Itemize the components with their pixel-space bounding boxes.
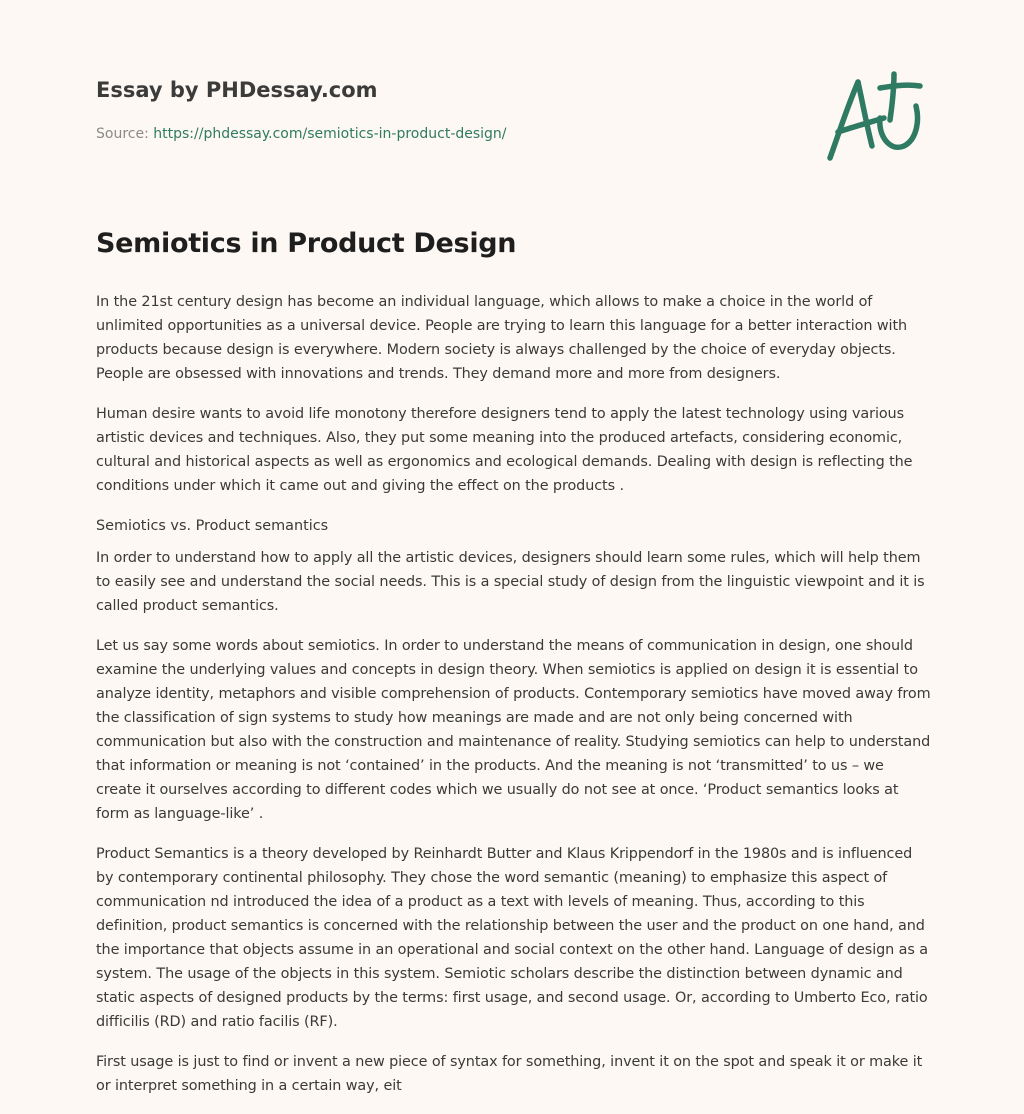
section-subheading: Semiotics vs. Product semantics [96,518,329,534]
paragraph: Product Semantics is a theory developed by Reinhardt Butter and Klaus Krippendorf in the 1980s and is influenced by contemporary continental philosophy. They chose the word semantic (meaning) to emphasize this aspect of communication nd introduced the idea of a product as a text with levels of meaning. Thus, according to this definition, product semantics is concerned with the relationship between the user and the product on one hand, and the importance that objects assume in an operational and social context on the other hand. Language of design as a system. The usage of the objects in this system. Semiotic scholars describe the distinction between dynamic and static aspects of designed products by the terms: first usage, and second usage. Or, according to Umberto Eco, ratio difficilis (RD) and ratio facilis (RF). [96,846,928,1030]
a-plus-grade-icon [820,66,930,166]
source-label: Source: [96,126,149,142]
page-header [96,74,796,144]
article [96,224,932,1114]
source-line [96,124,796,144]
paragraph: Human desire wants to avoid life monotony therefore designers tend to apply the latest technology using various artistic devices and techniques. Also, they put some meaning into the produced artefacts, considering economic, cultural and historical aspects as well as ergonomics and ecological demands. Dealing with design is reflecting the conditions under which it came out and giving the effect on the products . [96,406,913,494]
paragraph: In the 21st century design has become an individual language, which allows to make a choice in the world of unlimited opportunities as a universal device. People are trying to learn this language for a better interaction with products because design is everywhere. Modern society is always challenged by the choice of everyday objects. People are obsessed with innovations and trends. They demand more and more from designers. [96,294,908,382]
paragraph: Let us say some words about semiotics. In order to understand the means of communication in design, one should examine the underlying values and concepts in design theory. When semiotics is applied on design it is essential to analyze identity, metaphors and visible comprehension of products. Contemporary semiotics have moved away from the classification of sign systems to study how meanings are made and are not only being concerned with communication but also with the construction and maintenance of reality. Studying semiotics can help to understand that information or meaning is not ‘contained’ in the products. And the meaning is not ‘transmitted’ to us – we create it ourselves according to different codes which we usually do not see at once. ‘Product semantics looks at form as language-like’ . [96,638,931,822]
paragraph: First usage is just to find or invent a new piece of syntax for something, invent it on the spot and speak it or make it or interpret something in a certain way, eit [96,1054,923,1094]
article-title: Semiotics in Product Design [96,228,517,259]
source-link[interactable]: https://phdessay.com/semiotics-in-product-design/ [153,126,507,142]
paragraph: In order to understand how to apply all the artistic devices, designers should learn some rules, which will help them to easily see and understand the social needs. This is a special study of design from the linguistic viewpoint and it is called product semantics. [96,550,925,614]
site-title: Essay by PHDessay.com [96,78,378,102]
